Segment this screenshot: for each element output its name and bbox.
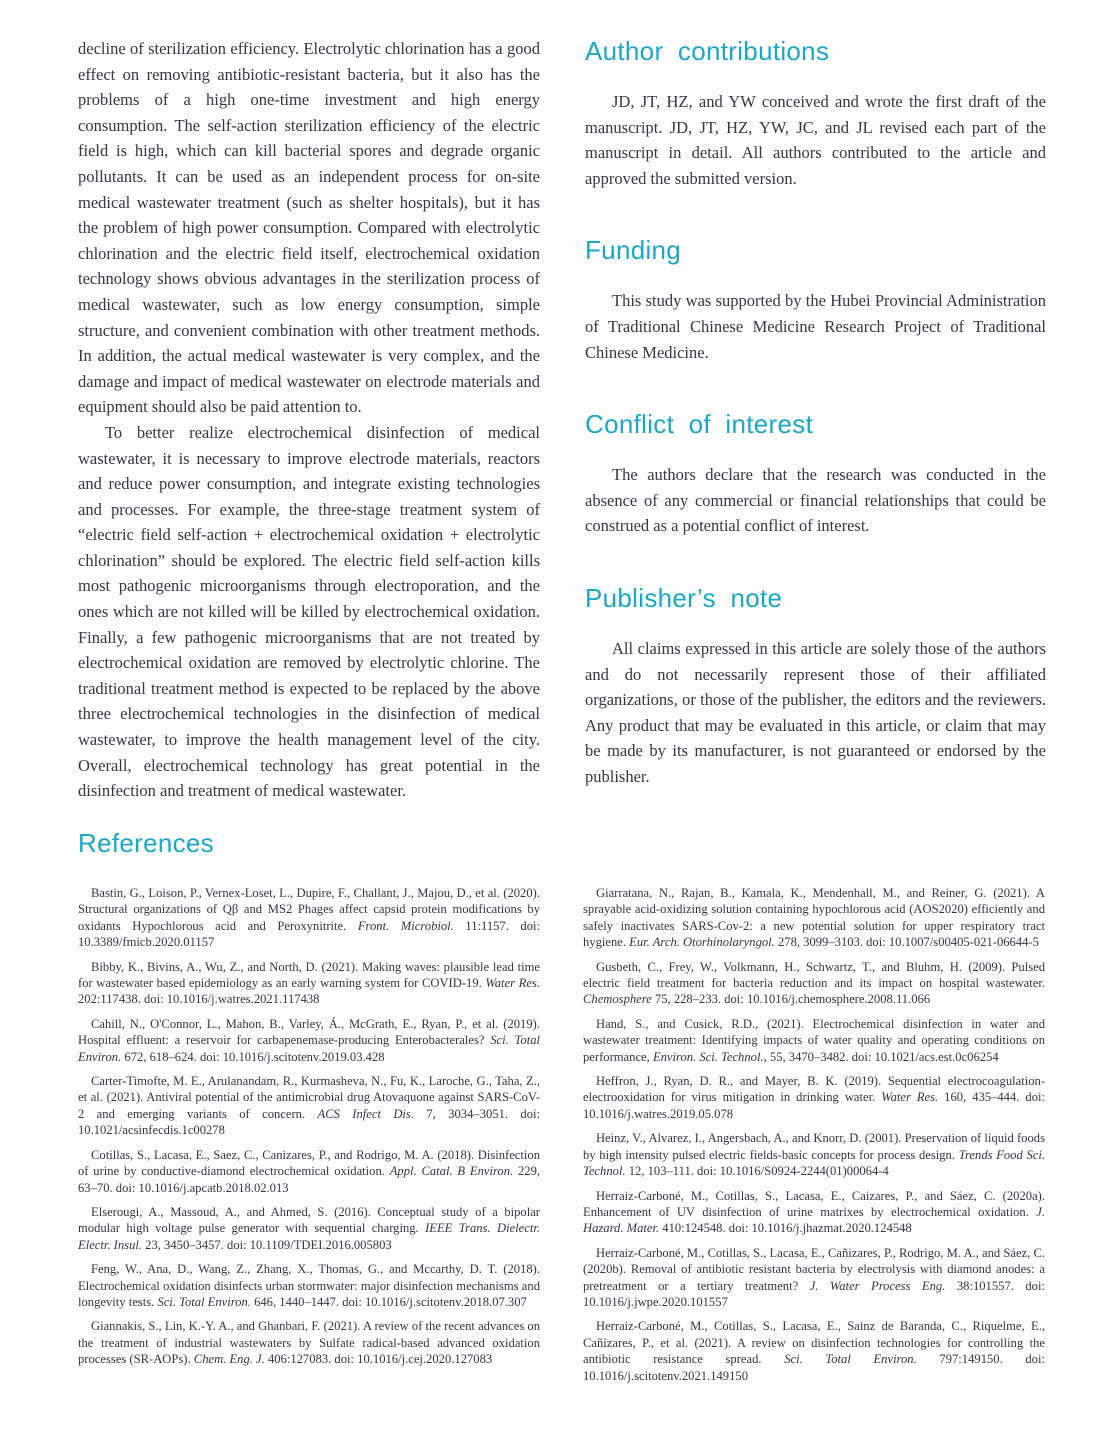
reference-item (583, 1016, 1045, 1065)
reference-text: Cahill, N., O'Connor, L., Mahon, B., Varley, Á., McGrath, E., Ryan, P., et al. (2019). Hospital effluent: a reservoir for carbapenemase-producing Enterobacterales? (78, 1016, 540, 1048)
reference-text: 202:117438. doi: 10.1016/j.watres.2021.117438 (78, 992, 320, 1007)
reference-journal: J. Water Process Eng. (809, 1278, 946, 1293)
reference-item (583, 1130, 1045, 1179)
author-contributions-text: JD, JT, HZ, and YW conceived and wrote the first draft of the manuscript. JD, JT, HZ, YW, JC, and JL revised each part of the manuscript in detail. All authors contributed to the article and approved the submitted version. (585, 92, 1046, 188)
reference-journal: Environ. Sci. Technol. (652, 1049, 764, 1064)
reference-journal: Sci. Total Environ. (78, 1033, 540, 1064)
reference-item (583, 1318, 1045, 1384)
reference-journal: Front. Microbiol. (357, 918, 454, 933)
reference-text: 11:1157. doi: 10.3389/fmicb.2020.01157 (78, 918, 540, 950)
reference-item (583, 1188, 1045, 1237)
reference-text: , 55, 3470–3482. doi: 10.1021/acs.est.0c06254 (763, 1049, 999, 1064)
reference-journal: Chem. Eng. J. (193, 1352, 265, 1367)
references-column-right (583, 885, 1045, 1392)
reference-text: Feng, W., Ana, D., Wang, Z., Zhang, X., Thomas, G., and Mccarthy, D. T. (2018). Electrochemical oxidation disinfects urban stormwater: major disinfection mechanisms and longevity tests. (78, 1262, 540, 1309)
reference-text: Heffron, J., Ryan, D. R., and Mayer, B. K. (2019). Sequential electrocoagulation-electrooxidation for virus mitigation in drinking water. (583, 1074, 1045, 1105)
reference-journal: Water Res. (485, 976, 540, 991)
body-paragraph: To better realize electrochemical disinfection of medical wastewater, it is necessary to improve electrode materials, reactors and reduce power consumption, and integrate existing technologies and processes. For example, the three-stage treatment system of “electric field self-action + electrochemical oxidation + electrolytic chlorination” should be explored. The electric field self-action kills most pathogenic microorganisms through electroporation, and the ones which are not killed will be killed by electrochemical oxidation. Finally, a few pathogenic microorganisms that are not treated by electrochemical oxidation are removed by electrolytic chlorine. The traditional treatment method is expected to be replaced by the above three electrochemical technologies in the disinfection of medical wastewater, to improve the health management level of the city. Overall, electrochemical technology has great potential in the disinfection and treatment of medical wastewater. (78, 422, 540, 801)
reference-journal: J. Hazard. Mater. (583, 1204, 1045, 1236)
reference-journal: Water Res. (881, 1090, 939, 1105)
reference-text: 278, 3099–3103. doi: 10.1007/s00405-021-06644-5 (774, 935, 1039, 950)
funding-text: This study was supported by the Hubei Provincial Administration of Traditional Chinese Medicine Research Project of Traditional Chinese Medicine. (585, 291, 1046, 362)
publishers-note-heading: Publisher’s note (585, 582, 783, 613)
conflict-of-interest-heading: Conflict of interest (585, 409, 814, 440)
reference-item (583, 1073, 1045, 1122)
reference-journal: Eur. Arch. Otorhinolaryngol. (629, 935, 775, 950)
reference-item (78, 1204, 540, 1253)
reference-text: Herraiz-Carboné, M., Cotillas, S., Lacasa, E., Caizares, P., and Sáez, C. (2020a). Enhancement of UV disinfection of urine matrixes by electrochemical oxidation. (583, 1188, 1045, 1219)
reference-item (583, 885, 1045, 951)
reference-text: Gusbeth, C., Frey, W., Volkmann, H., Schwartz, T., and Bluhm, H. (2009). Pulsed electric field treatment for bacteria reduction and its impact on hospital wastewater. (583, 959, 1045, 991)
two-column-body (78, 36, 1046, 828)
reference-text: Herraiz-Carboné, M., Cotillas, S., Lacasa, E., Sainz de Baranda, C., Riquelme, E., Cañizares, P., et al. (2021). A review on disinfection technologies for controlling the antibiotic resistance spread. (583, 1319, 1045, 1367)
reference-journal: Sci. Total Environ. (784, 1352, 917, 1367)
reference-text: 410:124548. doi: 10.1016/j.jhazmat.2020.124548 (659, 1221, 912, 1236)
body-paragraph: decline of sterilization efficiency. Electrolytic chlorination has a good effect on removing antibiotic-resistant bacteria, but it also has the problems of a high one-time investment and high energy consumption. The self-action sterilization efficiency of the electric field is high, which can kill bacterial spores and degrade organic pollutants. It can be used as an independent process for on-site medical wastewater treatment (such as shelter hospitals), but it has the problem of high power consumption. Compared with electrolytic chlorination and the electric field itself, electrochemical oxidation technology shows obvious advantages in the sterilization process of medical wastewater, such as low energy consumption, simple structure, and convenient combination with other treatment methods. In addition, the actual medical wastewater is very complex, and the damage and impact of medical wastewater on electrode materials and equipment should also be paid attention to. (78, 39, 540, 417)
reference-text: Cotillas, S., Lacasa, E., Saez, C., Canizares, P., and Rodrigo, M. A. (2018). Disinfection of urine by conductive-diamond electrochemical oxidation. (78, 1147, 540, 1179)
reference-text: Giannakis, S., Lin, K.-Y. A., and Ghanbari, F. (2021). A review of the recent advances on the treatment of industrial wastewaters by Sulfate radical-based advanced oxidation processes (SR-AOPs). (78, 1319, 540, 1367)
reference-text: Elserougi, A., Massoud, A., and Ahmed, S. (2016). Conceptual study of a bipolar modular high voltage pulse generator with sequential charging. (78, 1204, 540, 1236)
section-funding (585, 235, 1046, 365)
reference-text: 646, 1440–1447. doi: 10.1016/j.scitotenv.2018.07.307 (250, 1294, 527, 1309)
reference-text: 797:149150. doi: 10.1016/j.scitotenv.2021.149150 (583, 1352, 1045, 1383)
reference-text: 23, 3450–3457. doi: 10.1109/TDEI.2016.005803 (142, 1237, 392, 1252)
reference-item (78, 1318, 540, 1367)
reference-text: 672, 618–624. doi: 10.1016/j.scitotenv.2019.03.428 (121, 1049, 385, 1064)
reference-item (78, 885, 540, 951)
reference-text: 406:127083. doi: 10.1016/j.cej.2020.127083 (264, 1352, 493, 1367)
references-column-left (78, 885, 540, 1392)
references-section (78, 828, 1046, 1392)
reference-text: 7, 3034–3051. doi: 10.1021/acsinfecdis.1c00278 (78, 1106, 540, 1138)
reference-item (583, 959, 1045, 1008)
reference-item (78, 1261, 540, 1310)
author-contributions-heading: Author contributions (585, 36, 830, 66)
references-columns (78, 885, 1046, 1392)
reference-text: Bibby, K., Bivins, A., Wu, Z., and North, D. (2021). Making waves: plausible lead time for wastewater based epidemiology as an early warning system for COVID-19. (78, 959, 540, 991)
reference-journal: Trends Food Sci. Technol. (583, 1147, 1045, 1179)
reference-text: Hand, S., and Cusick, R.D., (2021). Electrochemical disinfection in water and wastewater treatment: Identifying impacts of water quality and operating conditions on performance, (583, 1016, 1045, 1064)
reference-item (78, 959, 540, 1008)
reference-journal: ACS Infect Dis. (317, 1106, 414, 1121)
reference-text: Carter-Timofte, M. E., Arulanandam, R., Kurmasheva, N., Fu, K., Laroche, G., Taha, Z., et al. (2021). Antiviral potential of the antimicrobial drug Atovaquone against SARS-CoV-2 and emerging variants of concern. (78, 1074, 540, 1121)
reference-text: 12, 103–111. doi: 10.1016/S0924-2244(01)00064-4 (625, 1164, 889, 1179)
reference-text: Heinz, V., Alvarez, I., Angersbach, A., and Knorr, D. (2001). Preservation of liquid foods by high intensity pulsed electric fields-basic concepts for process design. (583, 1131, 1045, 1162)
publishers-note-text: All claims expressed in this article are solely those of the authors and do not necessarily represent those of their affiliated organizations, or those of the publisher, the editors and the reviewers. Any product that may be evaluated in this article, or claim that may be made by its manufacturer, is not guaranteed or endorsed by the publisher. (585, 638, 1046, 786)
reference-journal: Appl. Catal. B Environ. (389, 1164, 514, 1179)
reference-item (583, 1245, 1045, 1311)
conflict-of-interest-text: The authors declare that the research was conducted in the absence of any commercial or financial relationships that could be construed as a potential conflict of interest. (585, 465, 1046, 536)
reference-journal: Sci. Total Environ. (157, 1294, 251, 1309)
section-author-contributions (585, 36, 1046, 191)
reference-text: 160, 435–444. doi: 10.1016/j.watres.2019.05.078 (583, 1090, 1045, 1121)
reference-item (78, 1147, 540, 1196)
reference-item (78, 1073, 540, 1139)
reference-journal: IEEE Trans. Dielectr. Electr. Insul. (78, 1221, 540, 1252)
section-publishers-note (585, 583, 1046, 790)
body-column-right (585, 36, 1046, 828)
reference-item (78, 1016, 540, 1065)
reference-text: Bastin, G., Loison, P., Vernex-Loset, L., Dupire, F., Challant, J., Majou, D., et al. (2020). Structural organizations of Qβ and MS2 Phages affect capsid protein modifications by oxidants Hypochlorous acid and Peroxynitrite. (78, 886, 540, 933)
reference-journal: Chemosphere (583, 992, 652, 1007)
reference-text: 229, 63–70. doi: 10.1016/j.apcatb.2018.02.013 (78, 1164, 540, 1195)
section-conflict-of-interest (585, 409, 1046, 539)
reference-text: 38:101557. doi: 10.1016/j.jwpe.2020.101557 (583, 1278, 1045, 1309)
references-heading: References (78, 828, 214, 858)
reference-text: 75, 228–233. doi: 10.1016/j.chemosphere.2008.11.066 (651, 992, 931, 1007)
body-column-left (78, 36, 540, 828)
reference-text: Giarratana, N., Rajan, B., Kamala, K., Mendenhall, M., and Reiner, G. (2021). A sprayable acid-oxidizing solution containing hypochlorous acid (AOS2020) efficiently and safely inactivates SARS-Cov-2: a new potential solution for upper respiratory tract hygiene. (583, 886, 1045, 950)
funding-heading: Funding (585, 235, 682, 266)
reference-text: Herraiz-Carboné, M., Cotillas, S., Lacasa, E., Cañizares, P., Rodrigo, M. A., and Sáez, C. (2020b). Removal of antibiotic resistant bacteria by electrolysis with diamond anodes: a pretreatment or a tertiary treatment? (583, 1245, 1045, 1293)
